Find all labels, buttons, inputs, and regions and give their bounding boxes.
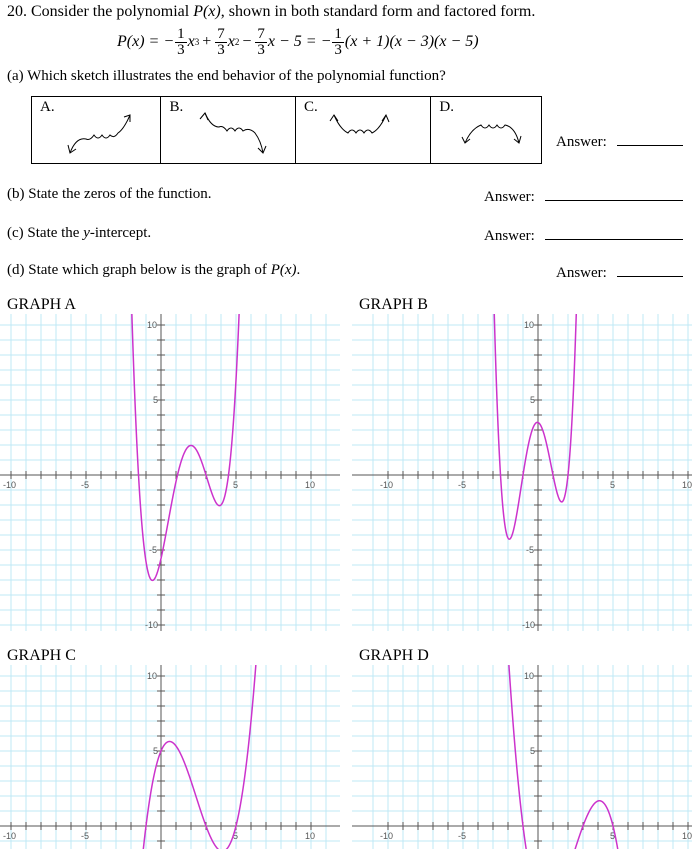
problem-statement-tail: , shown in both standard form and factored form. — [220, 3, 536, 20]
sketch-option-c[interactable] — [296, 97, 431, 163]
factored-form: (x + 1)(x − 3)(x − 5) — [344, 33, 479, 50]
graph-c-curve — [142, 665, 258, 849]
graph-c-tick-label-y-10: 10 — [147, 671, 158, 681]
sketch-a-icon — [62, 105, 142, 160]
graph-a-tick-label-x-neg5: -5 — [81, 480, 90, 490]
sketch-b-icon — [191, 105, 271, 160]
graph-a-tick-label-x-neg10: -10 — [3, 480, 17, 490]
part-d-var: P(x) — [270, 262, 297, 278]
graph-c-title: GRAPH C — [7, 647, 76, 664]
graph-a-tick-label-y-neg5: -5 — [149, 545, 158, 555]
part-d-question — [7, 262, 300, 279]
minus-sign: − — [242, 33, 252, 50]
part-c-var: y — [83, 225, 90, 241]
graph-d-tick-label-x-neg10: -10 — [380, 831, 394, 841]
term-x3: x — [187, 33, 195, 50]
graph-b-tick-label-y-10: 10 — [524, 320, 535, 330]
part-c-text-tail: -intercept. — [89, 225, 152, 241]
graph-c-grid — [0, 665, 340, 849]
graph-b-tick-label-x-neg5: -5 — [458, 480, 467, 490]
part-c-text: (c) State the — [7, 225, 84, 241]
graph-d-tick-label-x-5: 5 — [610, 831, 616, 841]
problem-statement: Consider the polynomial — [31, 3, 190, 20]
part-c-answer-blank[interactable] — [545, 225, 683, 240]
sketch-option-b[interactable] — [161, 97, 295, 163]
graph-a-curve — [131, 314, 239, 580]
part-a-question: (a) Which sketch illustrates the end behavior of the polynomial function? — [7, 68, 446, 84]
part-b-question: (b) State the zeros of the function. — [7, 186, 212, 202]
part-b-answer-label: Answer: — [484, 189, 535, 205]
graph-b-tick-label-y-neg10: -10 — [522, 620, 536, 630]
graph-a[interactable] — [0, 314, 340, 631]
sketch-c-icon — [326, 105, 406, 160]
formula-lhs: P(x) = − — [117, 33, 175, 50]
end-behavior-sketch-table — [31, 96, 542, 164]
fraction-1: $\frac{1}{3}$ — [177, 25, 185, 58]
graph-b-tick-label-x-5: 5 — [610, 480, 616, 490]
graph-d-curve — [508, 665, 621, 849]
graph-a-tick-label-x-5: 5 — [233, 480, 239, 490]
graph-c-tick-label-y-5: 5 — [153, 746, 159, 756]
graph-a-tick-label-x-10: 10 — [305, 480, 316, 490]
part-c-answer — [484, 225, 683, 245]
part-d-text: (d) State which graph below is the graph of — [7, 262, 271, 278]
part-b-answer — [484, 186, 683, 206]
sketch-d-icon — [461, 105, 541, 160]
part-a-answer — [556, 131, 683, 151]
graph-c-tick-label-x-5: 5 — [233, 831, 239, 841]
sketch-label-a: A. — [40, 99, 55, 115]
graph-a-grid — [0, 314, 340, 631]
fraction-3: $\frac{7}{3}$ — [257, 25, 265, 58]
term-x2: x — [227, 33, 235, 50]
graph-d-tick-label-x-10: 10 — [682, 831, 692, 841]
graph-a-tick-label-y-neg10: -10 — [145, 620, 159, 630]
polynomial-formula — [117, 22, 479, 62]
graph-d[interactable] — [352, 665, 692, 849]
graph-b-tick-label-y-neg5: -5 — [526, 545, 535, 555]
graph-b-tick-label-x-10: 10 — [682, 480, 692, 490]
sketch-option-a[interactable] — [32, 97, 161, 163]
graph-c[interactable] — [0, 665, 340, 849]
part-b-answer-blank[interactable] — [545, 186, 683, 201]
graph-a-title: GRAPH A — [7, 296, 76, 313]
sketch-label-c: C. — [303, 99, 318, 115]
sketch-label-b: B. — [169, 99, 184, 115]
sketch-option-d[interactable] — [431, 97, 541, 163]
problem-header — [7, 3, 535, 21]
fraction-2: $\frac{7}{3}$ — [217, 25, 225, 58]
fraction-4: $\frac{1}{3}$ — [334, 25, 342, 58]
graph-c-tick-label-x-10: 10 — [305, 831, 316, 841]
part-d-text-tail: . — [296, 262, 301, 278]
function-name: P(x) — [193, 3, 221, 20]
graph-a-tick-label-y-10: 10 — [147, 320, 158, 330]
graph-c-tick-label-x-neg5: -5 — [81, 831, 90, 841]
part-d-answer-label: Answer: — [556, 265, 607, 281]
part-d-answer — [556, 262, 683, 282]
graph-c-tick-label-x-neg10: -10 — [3, 831, 17, 841]
graph-d-tick-label-x-neg5: -5 — [458, 831, 467, 841]
graph-a-tick-label-y-5: 5 — [153, 395, 159, 405]
sketch-label-d: D. — [439, 99, 455, 115]
graph-d-title: GRAPH D — [359, 647, 429, 664]
plus-sign: + — [202, 33, 212, 50]
part-a-answer-blank[interactable] — [617, 131, 683, 146]
graph-d-tick-label-y-10: 10 — [524, 671, 535, 681]
part-c-question — [7, 225, 151, 242]
part-c-answer-label: Answer: — [484, 228, 535, 244]
exp-2: 2 — [234, 37, 240, 47]
problem-number: 20. — [7, 3, 27, 20]
term-x-minus-5: x − 5 = − — [267, 33, 332, 50]
graph-b[interactable] — [352, 314, 692, 631]
part-d-answer-blank[interactable] — [617, 262, 683, 277]
graph-b-title: GRAPH B — [359, 296, 428, 313]
graph-d-tick-label-y-5: 5 — [530, 746, 536, 756]
exp-3: 3 — [194, 37, 200, 47]
graph-b-tick-label-y-5: 5 — [530, 395, 536, 405]
part-a-answer-label: Answer: — [556, 134, 607, 150]
graph-b-tick-label-x-neg10: -10 — [380, 480, 394, 490]
